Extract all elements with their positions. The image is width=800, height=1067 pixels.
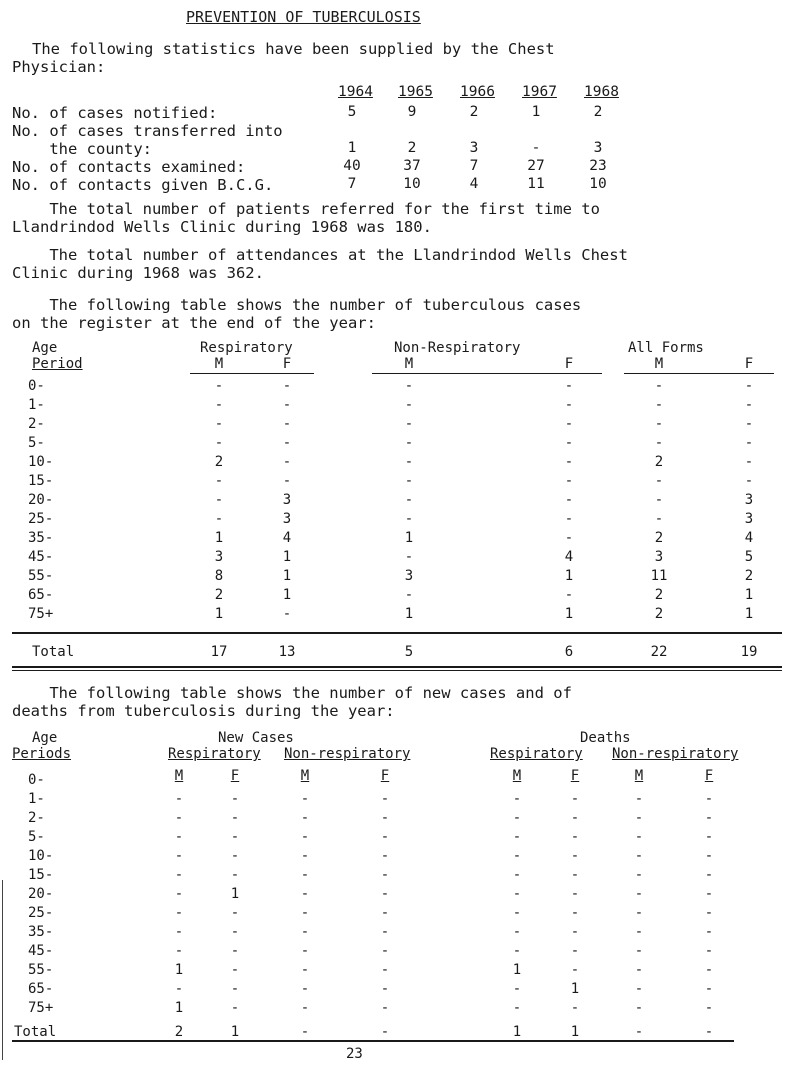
- t1-value-cell: 3: [282, 492, 292, 508]
- t1-value-cell: 3: [404, 568, 414, 584]
- stats-value: 9: [407, 104, 417, 120]
- t1-value-cell: -: [282, 454, 292, 470]
- t1-value-cell: -: [654, 378, 664, 394]
- stats-value: 7: [469, 158, 479, 174]
- stats-value: 5: [347, 104, 357, 120]
- t2-periods-header: Periods: [12, 746, 72, 762]
- stats-value: 11: [527, 176, 545, 192]
- t2-value-cell: -: [634, 848, 644, 864]
- t2-value-cell: -: [704, 962, 714, 978]
- t1-total-cell: 19: [740, 644, 758, 660]
- t1-value-cell: 2: [654, 606, 664, 622]
- t2-value-cell: -: [704, 905, 714, 921]
- t2-value-cell: -: [380, 829, 390, 845]
- t1-value-cell: -: [744, 473, 754, 489]
- t2-value-cell: -: [230, 943, 240, 959]
- t2-value-cell: -: [570, 848, 580, 864]
- t1-value-cell: 2: [654, 530, 664, 546]
- t2-value-cell: -: [634, 924, 644, 940]
- t2-age-cell: 1-: [28, 791, 45, 807]
- t2-value-cell: -: [230, 810, 240, 826]
- intro-line-2: Physician:: [12, 58, 106, 76]
- t1-value-cell: -: [282, 435, 292, 451]
- t1-value-cell: -: [404, 378, 414, 394]
- para2-line2: Clinic during 1968 was 362.: [12, 264, 264, 282]
- t2-value-cell: -: [300, 829, 310, 845]
- t1-total-cell: 6: [564, 644, 574, 660]
- t1-value-cell: -: [744, 416, 754, 432]
- t1-total-cell: 13: [278, 644, 296, 660]
- t2-total-cell: 2: [174, 1024, 184, 1040]
- t1-subheader: M: [214, 356, 224, 372]
- para4-line2: deaths from tuberculosis during the year:: [12, 702, 395, 720]
- t2-value-cell: -: [380, 867, 390, 883]
- stats-value: 10: [403, 176, 421, 192]
- t1-value-cell: -: [282, 606, 292, 622]
- t2-total-cell: 1: [570, 1024, 580, 1040]
- stats-row-label: No. of contacts examined:: [12, 158, 246, 176]
- t2-value-cell: -: [512, 981, 522, 997]
- t1-value-cell: -: [564, 416, 574, 432]
- t2-value-cell: -: [570, 962, 580, 978]
- t1-value-cell: -: [744, 454, 754, 470]
- t2-value-cell: -: [300, 924, 310, 940]
- t2-value-cell: -: [634, 981, 644, 997]
- t2-value-cell: -: [174, 981, 184, 997]
- t2-total-cell: 1: [230, 1024, 240, 1040]
- t2-value-cell: -: [704, 791, 714, 807]
- t1-period-header: Period: [32, 356, 83, 372]
- t2-age-cell: 0-: [28, 772, 45, 788]
- t1-value-cell: 1: [282, 549, 292, 565]
- t1-age-cell: 35-: [28, 530, 54, 546]
- t2-value-cell: -: [634, 829, 644, 845]
- t1-value-cell: 3: [214, 549, 224, 565]
- t1-value-cell: -: [214, 511, 224, 527]
- t2-value-cell: -: [380, 791, 390, 807]
- t2-subheader: F: [380, 768, 390, 784]
- t2-value-cell: -: [380, 848, 390, 864]
- t2-value-cell: -: [380, 962, 390, 978]
- t2-value-cell: -: [512, 810, 522, 826]
- year-header: 1966: [460, 84, 495, 100]
- t1-value-cell: -: [564, 530, 574, 546]
- stats-value: 2: [469, 104, 479, 120]
- t1-value-cell: -: [282, 473, 292, 489]
- t2-value-cell: -: [570, 905, 580, 921]
- t1-age-cell: 2-: [28, 416, 45, 432]
- t2-value-cell: -: [570, 924, 580, 940]
- stats-value: 10: [589, 176, 607, 192]
- t2-sub-respiratory-2: Respiratory: [490, 746, 583, 762]
- t1-value-cell: -: [654, 511, 664, 527]
- para4-line1: The following table shows the number of new cases and of: [12, 684, 572, 702]
- stats-value: 1: [531, 104, 541, 120]
- stats-row-label: No. of cases transferred into: [12, 122, 283, 140]
- t1-value-cell: 3: [744, 492, 754, 508]
- para1-line1: The total number of patients referred for the first time to: [12, 200, 600, 218]
- t1-value-cell: 1: [404, 606, 414, 622]
- t2-age-cell: 15-: [28, 867, 54, 883]
- stats-row-label: No. of contacts given B.C.G.: [12, 176, 274, 194]
- t2-subheader: M: [634, 768, 644, 784]
- t1-age-cell: 10-: [28, 454, 54, 470]
- t2-value-cell: -: [380, 886, 390, 902]
- t1-value-cell: 1: [214, 530, 224, 546]
- t1-value-cell: -: [564, 492, 574, 508]
- t2-value-cell: -: [512, 1000, 522, 1016]
- t1-age-cell: 65-: [28, 587, 54, 603]
- t2-value-cell: -: [570, 829, 580, 845]
- t2-value-cell: -: [300, 848, 310, 864]
- t1-value-cell: -: [404, 587, 414, 603]
- t2-value-cell: -: [174, 810, 184, 826]
- t2-value-cell: -: [512, 791, 522, 807]
- t2-value-cell: -: [300, 981, 310, 997]
- t2-value-cell: -: [570, 791, 580, 807]
- t1-value-cell: -: [404, 416, 414, 432]
- t1-total-rule-bottom2: [12, 670, 782, 671]
- t2-value-cell: -: [570, 943, 580, 959]
- t1-subheader: F: [564, 356, 574, 372]
- t2-value-cell: -: [634, 962, 644, 978]
- t1-value-cell: -: [214, 492, 224, 508]
- t2-value-cell: 1: [230, 886, 240, 902]
- t2-value-cell: -: [512, 886, 522, 902]
- stats-value: 3: [593, 140, 603, 156]
- t1-total-rule-top: [12, 632, 782, 634]
- t2-value-cell: -: [634, 810, 644, 826]
- t2-value-cell: -: [512, 943, 522, 959]
- t1-value-cell: 1: [282, 587, 292, 603]
- t2-age-cell: 45-: [28, 943, 54, 959]
- stats-value: 23: [589, 158, 607, 174]
- t1-age-cell: 0-: [28, 378, 45, 394]
- t2-value-cell: -: [300, 1000, 310, 1016]
- t2-value-cell: -: [380, 981, 390, 997]
- t1-value-cell: -: [564, 587, 574, 603]
- t2-value-cell: -: [570, 867, 580, 883]
- t1-total-cell: 5: [404, 644, 414, 660]
- t2-subheader: M: [512, 768, 522, 784]
- stats-value: 4: [469, 176, 479, 192]
- stats-value: 37: [403, 158, 421, 174]
- intro-line-1: The following statistics have been supplied by the Chest: [32, 40, 555, 58]
- t2-value-cell: -: [174, 848, 184, 864]
- t2-value-cell: -: [230, 791, 240, 807]
- t2-value-cell: 1: [174, 1000, 184, 1016]
- t2-value-cell: -: [380, 905, 390, 921]
- t2-value-cell: -: [704, 829, 714, 845]
- t1-value-cell: -: [404, 454, 414, 470]
- t2-age-cell: 2-: [28, 810, 45, 826]
- stats-row-label: No. of cases notified:: [12, 104, 218, 122]
- t2-value-cell: -: [512, 924, 522, 940]
- t2-subheader: F: [570, 768, 580, 784]
- t2-subheader: M: [300, 768, 310, 784]
- para3-line1: The following table shows the number of tuberculous cases: [12, 296, 582, 314]
- t2-group-new-cases: New Cases: [218, 730, 294, 746]
- t2-age-cell: 65-: [28, 981, 54, 997]
- t1-value-cell: -: [214, 378, 224, 394]
- t2-value-cell: -: [230, 924, 240, 940]
- t1-value-cell: 4: [282, 530, 292, 546]
- t2-value-cell: -: [174, 791, 184, 807]
- t2-value-cell: -: [174, 943, 184, 959]
- t2-total-cell: -: [300, 1024, 310, 1040]
- t1-value-cell: 3: [282, 511, 292, 527]
- t2-value-cell: -: [300, 886, 310, 902]
- t1-rule-allforms: [624, 373, 774, 374]
- stats-value: -: [531, 140, 541, 156]
- t2-value-cell: -: [704, 886, 714, 902]
- t1-value-cell: 2: [744, 568, 754, 584]
- t2-value-cell: -: [634, 943, 644, 959]
- t1-value-cell: -: [214, 397, 224, 413]
- stats-value: 27: [527, 158, 545, 174]
- t1-value-cell: 1: [564, 568, 574, 584]
- t1-value-cell: 4: [564, 549, 574, 565]
- t2-total-cell: 1: [512, 1024, 522, 1040]
- para2-line1: The total number of attendances at the Llandrindod Wells Chest: [12, 246, 628, 264]
- t2-value-cell: -: [230, 867, 240, 883]
- t1-value-cell: -: [404, 397, 414, 413]
- t1-age-cell: 15-: [28, 473, 54, 489]
- t1-age-cell: 20-: [28, 492, 54, 508]
- t2-value-cell: -: [300, 962, 310, 978]
- stats-value: 2: [407, 140, 417, 156]
- t1-age-cell: 5-: [28, 435, 45, 451]
- t1-rule-respiratory: [190, 373, 314, 374]
- t2-value-cell: -: [230, 848, 240, 864]
- t2-age-cell: 25-: [28, 905, 54, 921]
- t1-age-cell: 45-: [28, 549, 54, 565]
- t2-value-cell: -: [704, 943, 714, 959]
- t2-value-cell: -: [634, 867, 644, 883]
- t1-value-cell: -: [404, 473, 414, 489]
- t2-value-cell: -: [570, 886, 580, 902]
- t1-value-cell: -: [564, 511, 574, 527]
- t1-value-cell: -: [404, 435, 414, 451]
- t2-value-cell: -: [380, 810, 390, 826]
- t2-value-cell: -: [512, 848, 522, 864]
- t2-total-rule-top: [12, 1040, 734, 1042]
- t1-value-cell: 1: [744, 606, 754, 622]
- t2-value-cell: -: [570, 1000, 580, 1016]
- t2-total-cell: -: [634, 1024, 644, 1040]
- t2-value-cell: -: [300, 867, 310, 883]
- t1-value-cell: 5: [744, 549, 754, 565]
- t2-age-cell: 55-: [28, 962, 54, 978]
- t1-value-cell: 1: [564, 606, 574, 622]
- t2-value-cell: -: [512, 867, 522, 883]
- t1-subheader: M: [654, 356, 664, 372]
- t2-value-cell: -: [174, 886, 184, 902]
- t1-value-cell: -: [564, 397, 574, 413]
- t2-value-cell: -: [634, 791, 644, 807]
- t1-value-cell: -: [654, 397, 664, 413]
- t2-sub-respiratory-1: Respiratory: [168, 746, 261, 762]
- stats-value: 2: [593, 104, 603, 120]
- t1-age-cell: 25-: [28, 511, 54, 527]
- year-header: 1965: [398, 84, 433, 100]
- t1-subheader: M: [404, 356, 414, 372]
- t1-value-cell: 4: [744, 530, 754, 546]
- t2-value-cell: -: [230, 981, 240, 997]
- t2-age-cell: 20-: [28, 886, 54, 902]
- stats-value: 7: [347, 176, 357, 192]
- t1-value-cell: 1: [404, 530, 414, 546]
- t1-value-cell: 1: [744, 587, 754, 603]
- year-header: 1968: [584, 84, 619, 100]
- t1-value-cell: 2: [654, 587, 664, 603]
- t2-value-cell: -: [174, 867, 184, 883]
- t1-value-cell: 8: [214, 568, 224, 584]
- t1-value-cell: -: [654, 473, 664, 489]
- t2-value-cell: -: [174, 924, 184, 940]
- t2-value-cell: -: [634, 905, 644, 921]
- t2-total-cell: -: [380, 1024, 390, 1040]
- t2-value-cell: 1: [174, 962, 184, 978]
- t2-age-cell: 5-: [28, 829, 45, 845]
- t1-age-cell: 55-: [28, 568, 54, 584]
- t1-value-cell: -: [564, 378, 574, 394]
- t1-rule-nonrespiratory: [372, 373, 602, 374]
- t1-value-cell: 1: [214, 606, 224, 622]
- scan-edge-line: [2, 880, 3, 1060]
- t1-total-cell: 17: [210, 644, 228, 660]
- t2-value-cell: -: [704, 867, 714, 883]
- t2-value-cell: -: [300, 943, 310, 959]
- stats-value: 3: [469, 140, 479, 156]
- t2-value-cell: 1: [512, 962, 522, 978]
- t2-total-label: Total: [14, 1024, 57, 1040]
- t2-age-cell: 35-: [28, 924, 54, 940]
- t2-value-cell: -: [512, 905, 522, 921]
- t2-value-cell: -: [512, 829, 522, 845]
- t2-subheader: F: [704, 768, 714, 784]
- t2-value-cell: -: [230, 962, 240, 978]
- t2-age-header: Age: [32, 730, 58, 746]
- t2-sub-nonrespiratory-2: Non-respiratory: [612, 746, 739, 762]
- t1-group-nonrespiratory: Non-Respiratory: [394, 340, 521, 356]
- t2-subheader: F: [230, 768, 240, 784]
- year-header: 1967: [522, 84, 557, 100]
- t2-subheader: M: [174, 768, 184, 784]
- year-header: 1964: [338, 84, 373, 100]
- t2-value-cell: -: [634, 886, 644, 902]
- stats-value: 40: [343, 158, 361, 174]
- t2-age-cell: 75+: [28, 1000, 54, 1016]
- stats-value: 1: [347, 140, 357, 156]
- t1-value-cell: -: [282, 397, 292, 413]
- t2-value-cell: -: [230, 905, 240, 921]
- t1-group-allforms: All Forms: [628, 340, 704, 356]
- t1-value-cell: 2: [214, 587, 224, 603]
- t2-value-cell: -: [174, 905, 184, 921]
- t2-group-deaths: Deaths: [580, 730, 631, 746]
- t1-value-cell: 2: [654, 454, 664, 470]
- t1-total-cell: 22: [650, 644, 668, 660]
- t2-value-cell: -: [380, 1000, 390, 1016]
- t2-value-cell: -: [300, 791, 310, 807]
- t1-value-cell: 2: [214, 454, 224, 470]
- t2-value-cell: -: [300, 905, 310, 921]
- t2-value-cell: -: [230, 829, 240, 845]
- t1-value-cell: -: [654, 435, 664, 451]
- t1-value-cell: -: [744, 435, 754, 451]
- t2-value-cell: 1: [570, 981, 580, 997]
- page-number: 23: [346, 1046, 363, 1062]
- t1-age-cell: 75+: [28, 606, 54, 622]
- t2-value-cell: -: [230, 1000, 240, 1016]
- t1-value-cell: -: [404, 549, 414, 565]
- t2-value-cell: -: [380, 943, 390, 959]
- t2-value-cell: -: [704, 1000, 714, 1016]
- t1-value-cell: -: [744, 397, 754, 413]
- t1-age-header: Age: [32, 340, 58, 356]
- t2-value-cell: -: [174, 829, 184, 845]
- t1-value-cell: -: [214, 416, 224, 432]
- t2-value-cell: -: [300, 810, 310, 826]
- t1-value-cell: 11: [650, 568, 668, 584]
- t2-value-cell: -: [704, 924, 714, 940]
- t1-value-cell: -: [744, 378, 754, 394]
- t2-value-cell: -: [634, 1000, 644, 1016]
- t1-value-cell: -: [564, 473, 574, 489]
- t2-value-cell: -: [570, 810, 580, 826]
- t1-value-cell: -: [654, 492, 664, 508]
- t2-sub-nonrespiratory-1: Non-respiratory: [284, 746, 411, 762]
- t1-value-cell: -: [564, 454, 574, 470]
- t1-value-cell: -: [404, 492, 414, 508]
- t1-value-cell: 3: [654, 549, 664, 565]
- t1-value-cell: -: [214, 473, 224, 489]
- t2-value-cell: -: [380, 924, 390, 940]
- t1-subheader: F: [282, 356, 292, 372]
- t1-value-cell: -: [214, 435, 224, 451]
- t1-group-respiratory: Respiratory: [200, 340, 293, 356]
- t1-value-cell: -: [654, 416, 664, 432]
- t2-value-cell: -: [704, 810, 714, 826]
- t1-value-cell: -: [564, 435, 574, 451]
- stats-row-label: the county:: [12, 140, 152, 158]
- para3-line2: on the register at the end of the year:: [12, 314, 376, 332]
- t2-total-cell: -: [704, 1024, 714, 1040]
- para1-line2: Llandrindod Wells Clinic during 1968 was 180.: [12, 218, 432, 236]
- t1-value-cell: 1: [282, 568, 292, 584]
- t1-total-label: Total: [32, 644, 75, 660]
- page-title: PREVENTION OF TUBERCULOSIS: [186, 8, 421, 26]
- t2-value-cell: -: [704, 848, 714, 864]
- t1-total-rule-bottom: [12, 666, 782, 668]
- t1-age-cell: 1-: [28, 397, 45, 413]
- t2-value-cell: -: [704, 981, 714, 997]
- t2-age-cell: 10-: [28, 848, 54, 864]
- t1-value-cell: 3: [744, 511, 754, 527]
- t1-value-cell: -: [282, 378, 292, 394]
- t1-subheader: F: [744, 356, 754, 372]
- t1-value-cell: -: [404, 511, 414, 527]
- t1-value-cell: -: [282, 416, 292, 432]
